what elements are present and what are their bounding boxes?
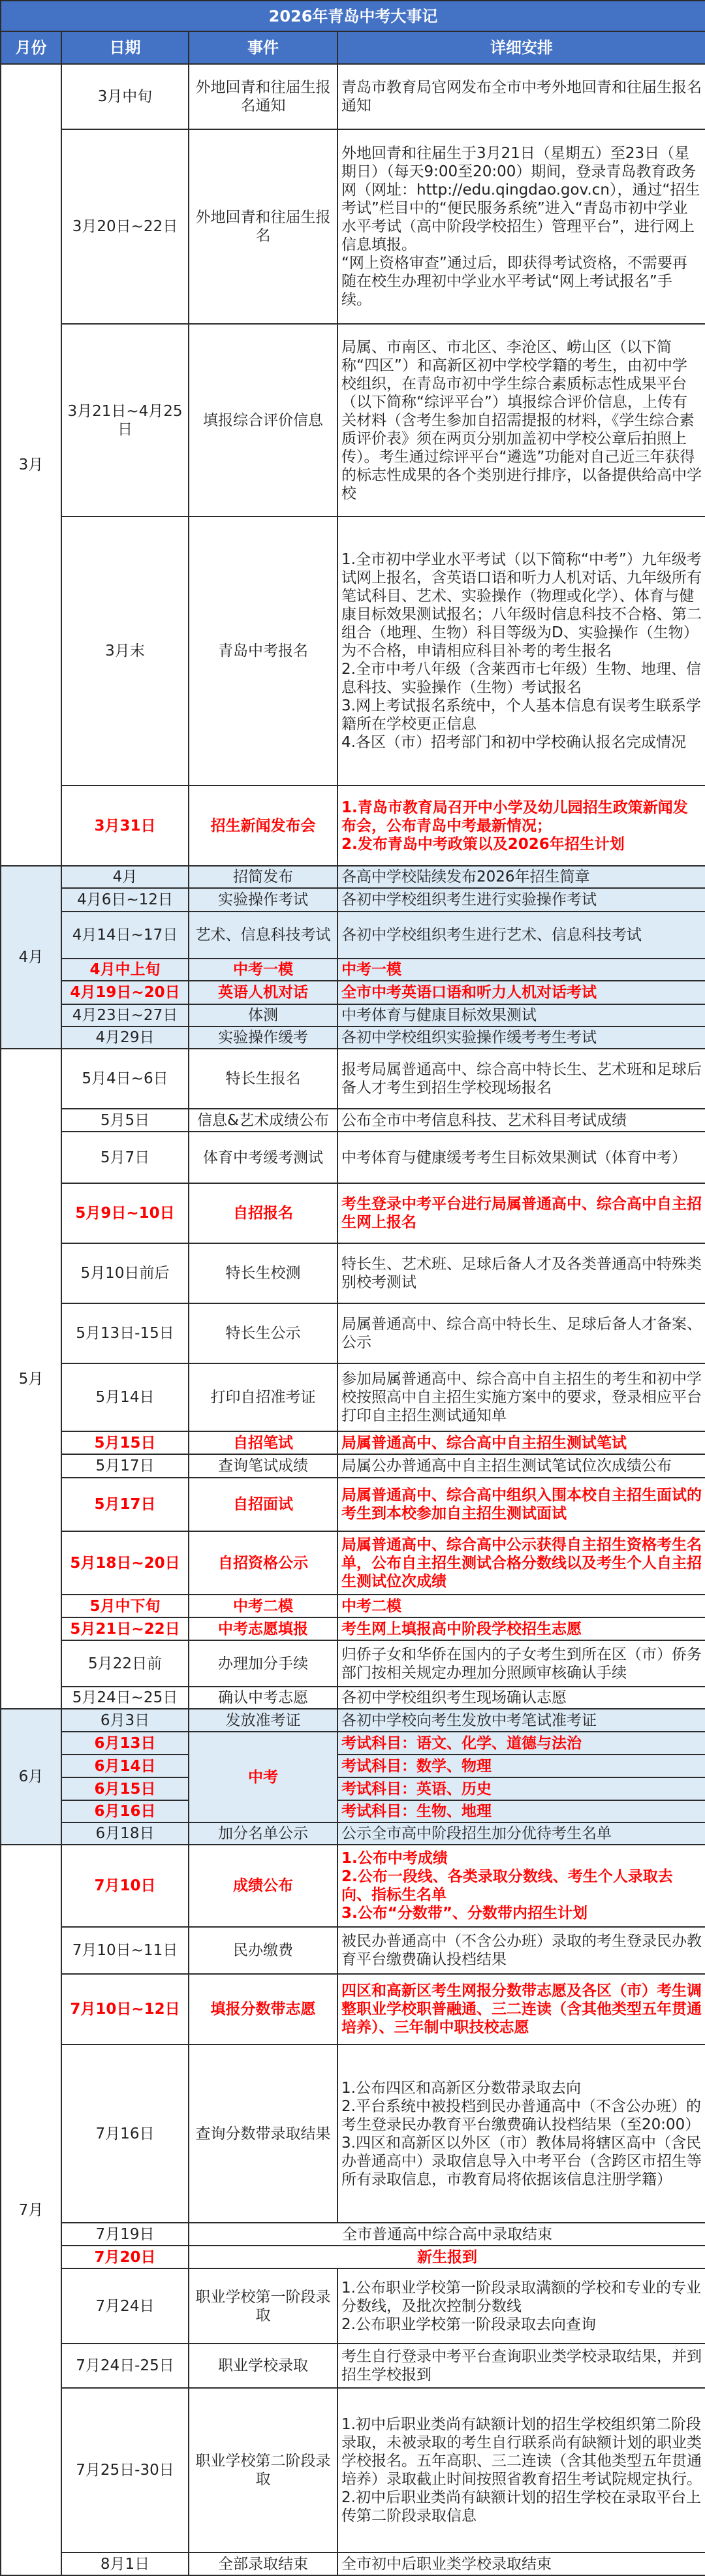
detail-line: 1.初中后职业类尚有缺额计划的招生学校组织第二阶段录取，未被录取的考生自行联系尚有缺额计划的职业类学校报名。五年高职、三二连读（含其他类型五年贯通培养）录取截止时间按照省教育招生考试院规定执行。	[341, 2416, 702, 2488]
month-cell: 3月	[1, 64, 61, 866]
detail-cell	[337, 1845, 705, 1927]
date-cell: 5月4日~6日	[61, 1049, 189, 1109]
detail-line: 外地回青和往届生于3月21日（星期五）至23日（星期日）（每天9:00至20:00）期间，登录青岛教育政务网（网址：http://edu.qingdao.gov.cn），通过“招生考试”栏目中的“便民服务系统”进入“青岛市初中学业水平考试（高中阶段学校招生）管理平台”，进行网上信息填报。	[341, 145, 700, 253]
event-cell: 加分名单公示	[189, 1822, 337, 1845]
month-cell: 4月	[1, 866, 61, 1049]
event-cell: 填报综合评价信息	[189, 324, 337, 517]
detail-line: “网上资格审查”通过后，即获得考试资格，不需要再随在校生办理初中学业水平考试“网上考试报名”手续。	[341, 255, 687, 308]
table-row	[1, 1777, 705, 1800]
detail-line: 局属、市南区、市北区、李沧区、崂山区（以下简称“四区”）和高新区初中学校学籍的考生，由初中学校组织，在青岛市初中学生综合素质标志性成果平台（以下简称“综评平台”）填报综合评价信息，上传有关材料（含考生参加自招需提报的材料，《学生综合素质评价表》须在两页分别加盖初中学校公章后拍照上传）。考生通过综评平台“遴选”功能对自己近三年获得的标志性成果的各个类别进行排序，以备提供给高中学校	[341, 338, 702, 502]
detail-line: 各初中学校组织考生进行实验操作考试	[341, 891, 597, 908]
table-row	[1, 1687, 705, 1709]
event-cell: 自招笔试	[189, 1431, 337, 1454]
event-cell: 艺术、信息科技考试	[189, 912, 337, 959]
table-row	[1, 2552, 705, 2575]
event-cell: 中考二模	[189, 1595, 337, 1617]
detail-cell	[337, 1732, 705, 1755]
detail-line: 局属普通高中、综合高中组织入围本校自主招生面试的考生到本校参加自主招生测试面试	[341, 1487, 702, 1522]
date-cell: 6月16日	[61, 1800, 189, 1822]
table-row	[1, 1243, 705, 1303]
date-cell: 7月24日	[61, 2268, 189, 2344]
date-cell: 7月19日	[61, 2223, 189, 2246]
detail-line: 4.各区（市）招考部门和初中学校确认报名完成情况	[341, 734, 686, 751]
table-row	[1, 981, 705, 1004]
detail-line: 中考体育与健康缓考考生目标效果测试（体育中考）	[341, 1149, 687, 1166]
date-cell: 7月10日	[61, 1845, 189, 1927]
event-cell: 发放准考证	[189, 1709, 337, 1732]
date-cell: 4月29日	[61, 1026, 189, 1049]
event-cell: 英语人机对话	[189, 981, 337, 1004]
table-row	[1, 1132, 705, 1183]
table-title: 2026年青岛中考大事记	[1, 1, 705, 31]
detail-cell	[189, 2223, 705, 2246]
table-row	[1, 1454, 705, 1478]
date-cell: 5月14日	[61, 1363, 189, 1431]
event-cell: 查询分数带录取结果	[189, 2044, 337, 2223]
date-cell: 5月9日~10日	[61, 1183, 189, 1243]
detail-line: 全市初中后职业类学校录取结束	[341, 2555, 552, 2573]
event-cell: 招生新闻发布会	[189, 786, 337, 866]
schedule-body	[1, 64, 705, 2575]
date-cell: 7月10日~12日	[61, 1974, 189, 2044]
event-cell: 中考志愿填报	[189, 1617, 337, 1640]
table-row	[1, 2388, 705, 2552]
table-row	[1, 324, 705, 517]
event-cell: 办理加分手续	[189, 1640, 337, 1687]
detail-cell	[337, 1183, 705, 1243]
date-cell: 7月25日-30日	[61, 2388, 189, 2552]
date-cell: 4月中上旬	[61, 959, 189, 981]
detail-cell	[337, 2344, 705, 2388]
detail-line: 局属普通高中、综合高中自主招生测试笔试	[341, 1434, 627, 1452]
event-cell: 职业学校第二阶段录取	[189, 2388, 337, 2552]
date-cell: 4月	[61, 866, 189, 888]
table-row	[1, 1927, 705, 1974]
event-cell: 打印自招准考证	[189, 1363, 337, 1431]
event-cell: 自招报名	[189, 1183, 337, 1243]
detail-line: 考试科目：语文、化学、道德与法治	[341, 1734, 582, 1752]
detail-line: 被民办普通高中（不含公办班）录取的考生登录民办教育平台缴费确认投档结果	[341, 1933, 702, 1968]
table-row	[1, 1617, 705, 1640]
detail-line: 各初中学校组织实验操作缓考考生考试	[341, 1029, 597, 1046]
month-cell: 6月	[1, 1709, 61, 1845]
detail-cell	[337, 2388, 705, 2552]
date-cell: 6月13日	[61, 1732, 189, 1755]
date-cell: 3月20日~22日	[61, 129, 189, 324]
date-cell: 6月3日	[61, 1709, 189, 1732]
detail-cell	[337, 1531, 705, 1595]
month-cell: 7月	[1, 1845, 61, 2575]
table-row	[1, 1822, 705, 1845]
detail-line: 2.发布青岛中考政策以及2026年招生计划	[341, 835, 625, 853]
detail-cell	[189, 2246, 705, 2268]
detail-line: 报考局属普通高中、综合高中特长生、艺术班和足球后备人才考生到招生学校现场报名	[341, 1061, 702, 1096]
detail-cell	[337, 1303, 705, 1363]
detail-line: 考试科目：数学、物理	[341, 1757, 492, 1775]
detail-line: 公布全市中考信息科技、艺术科目考试成绩	[341, 1111, 627, 1129]
detail-cell	[337, 1132, 705, 1183]
event-cell: 外地回青和往届生报名通知	[189, 64, 337, 129]
event-cell: 查询笔试成绩	[189, 1454, 337, 1478]
header-month: 月份	[1, 31, 61, 64]
detail-line: 四区和高新区考生网报分数带志愿及各区（市）考生调整职业学校职普融通、三二连读（含其他类型五年贯通培养）、三年制中职技校志愿	[341, 1982, 702, 2036]
date-cell: 5月18日~20日	[61, 1531, 189, 1595]
date-cell: 4月14日~17日	[61, 912, 189, 959]
detail-line: 青岛市教育局官网发布全市中考外地回青和往届生报名通知	[341, 79, 702, 114]
event-cell: 特长生公示	[189, 1303, 337, 1363]
detail-line: 1.公布中考成绩	[341, 1850, 448, 1867]
detail-cell	[337, 324, 705, 517]
table-row	[1, 2268, 705, 2344]
detail-line: 各初中学校组织考生进行艺术、信息科技考试	[341, 927, 642, 944]
date-cell: 5月5日	[61, 1109, 189, 1132]
date-cell: 3月31日	[61, 786, 189, 866]
table-row	[1, 1755, 705, 1777]
table-row	[1, 1478, 705, 1531]
table-row	[1, 1049, 705, 1109]
date-cell: 7月20日	[61, 2246, 189, 2268]
detail-cell	[337, 1454, 705, 1478]
event-cell: 全部录取结束	[189, 2552, 337, 2575]
detail-cell	[337, 1822, 705, 1845]
detail-line: 局属公办普通高中自主招生测试笔试位次成绩公布	[341, 1457, 672, 1474]
detail-cell	[337, 1431, 705, 1454]
detail-cell	[337, 1800, 705, 1822]
header-event: 事件	[189, 31, 337, 64]
table-row	[1, 1640, 705, 1687]
table-row	[1, 1709, 705, 1732]
header-detail: 详细安排	[337, 31, 705, 64]
table-row	[1, 959, 705, 981]
event-cell: 体测	[189, 1004, 337, 1026]
date-cell: 5月10日前后	[61, 1243, 189, 1303]
date-cell: 5月17日	[61, 1454, 189, 1478]
table-row	[1, 1183, 705, 1243]
date-cell: 4月19日~20日	[61, 981, 189, 1004]
table-row	[1, 2344, 705, 2388]
detail-cell	[337, 912, 705, 959]
detail-cell	[337, 1363, 705, 1431]
table-row	[1, 1595, 705, 1617]
date-cell: 3月中旬	[61, 64, 189, 129]
date-cell: 7月24日-25日	[61, 2344, 189, 2388]
event-cell: 体育中考缓考测试	[189, 1132, 337, 1183]
detail-cell	[337, 866, 705, 888]
table-row	[1, 1303, 705, 1363]
detail-line: 各初中学校向考生发放中考笔试准考证	[341, 1711, 597, 1729]
detail-cell	[337, 2552, 705, 2575]
table-row	[1, 866, 705, 888]
table-row	[1, 1845, 705, 1927]
table-row	[1, 786, 705, 866]
detail-cell	[337, 1617, 705, 1640]
event-cell: 职业学校第一阶段录取	[189, 2268, 337, 2344]
detail-line: 1.全市初中学业水平考试（以下简称“中考”）九年级考试网上报名，含英语口语和听力人机对话、九年级所有笔试科目、艺术、实验操作（物理或化学）、体育与健康目标效果测试报名；八年级时信息科技不合格、第二组合（地理、生物）科目等级为D、实验操作（生物）为不合格，申请相应科目补考的考生报名	[341, 551, 702, 660]
detail-line: 全市普通高中综合高中录取结束	[342, 2225, 553, 2243]
event-cell: 实验操作考试	[189, 888, 337, 912]
detail-line: 中考体育与健康目标效果测试	[341, 1007, 537, 1024]
detail-line: 全市中考英语口语和听力人机对话考试	[341, 984, 597, 1001]
detail-line: 2.公布一段线、各类录取分数线、考生个人录取去向、指标生名单	[341, 1868, 673, 1903]
detail-line: 3.四区和高新区以外区（市）教体局将辖区高中（含民办普通高中）录取信息导入中考平台（含跨区市招生等所有录取信息，市教育局将依据该信息注册学籍）	[341, 2134, 702, 2188]
event-cell: 特长生报名	[189, 1049, 337, 1109]
detail-line: 局属普通高中、综合高中特长生、足球后备人才备案、公示	[341, 1316, 702, 1351]
event-cell: 外地回青和往届生报名	[189, 129, 337, 324]
detail-cell	[337, 1478, 705, 1531]
date-cell: 8月1日	[61, 2552, 189, 2575]
detail-line: 2.平台系统中被投档到民办普通高中（不含公办班）的考生登录民办教育平台缴费确认投档结果（至20:00）	[341, 2097, 701, 2133]
detail-cell	[337, 517, 705, 786]
table-row	[1, 912, 705, 959]
date-cell: 7月10日~11日	[61, 1927, 189, 1974]
detail-line: 参加局属普通高中、综合高中自主招生的考生和初中学校按照高中自主招生实施方案中的要求，登录相应平台打印自主招生测试通知单	[341, 1371, 702, 1424]
table-row	[1, 517, 705, 786]
table-row	[1, 2223, 705, 2246]
detail-line: 3.网上考试报名系统中，个人基本信息有误考生联系学籍所在学校更正信息	[341, 697, 701, 733]
event-cell: 信息&艺术成绩公布	[189, 1109, 337, 1132]
event-cell: 中考一模	[189, 959, 337, 981]
detail-cell	[337, 1927, 705, 1974]
date-cell: 4月6日~12日	[61, 888, 189, 912]
detail-line: 3.公布“分数带”、分数带内招生计划	[341, 1905, 588, 1922]
detail-line: 考生自行登录中考平台查询职业类学校录取结果，并到招生学校报到	[341, 2348, 702, 2383]
event-cell: 招简发布	[189, 866, 337, 888]
detail-line: 1.公布四区和高新区分数带录取去向	[341, 2079, 581, 2097]
detail-cell	[337, 1049, 705, 1109]
detail-cell	[337, 1243, 705, 1303]
detail-line: 公示全市高中阶段招生加分优待考生名单	[341, 1825, 612, 1842]
date-cell: 5月中下旬	[61, 1595, 189, 1617]
date-cell: 5月24日~25日	[61, 1687, 189, 1709]
detail-cell	[337, 1709, 705, 1732]
table-row	[1, 1004, 705, 1026]
detail-cell	[337, 1687, 705, 1709]
table-row	[1, 1800, 705, 1822]
table-row	[1, 1732, 705, 1755]
table-row	[1, 129, 705, 324]
event-cell: 职业学校录取	[189, 2344, 337, 2388]
detail-line: 2.初中后职业类尚有缺额计划的招生学校在录取平台上传第二阶段录取信息	[341, 2489, 701, 2524]
table-row	[1, 1026, 705, 1049]
date-cell: 6月18日	[61, 1822, 189, 1845]
date-cell: 6月15日	[61, 1777, 189, 1800]
detail-cell	[337, 129, 705, 324]
date-cell: 4月23日~27日	[61, 1004, 189, 1026]
detail-cell	[337, 786, 705, 866]
event-cell: 成绩公布	[189, 1845, 337, 1927]
date-cell: 5月7日	[61, 1132, 189, 1183]
detail-cell	[337, 981, 705, 1004]
detail-cell	[337, 1026, 705, 1049]
detail-line: 特长生、艺术班、足球后备人才及各类普通高中特殊类别校考测试	[341, 1256, 702, 1291]
event-cell: 自招资格公示	[189, 1531, 337, 1595]
detail-line: 新生报到	[417, 2248, 478, 2266]
detail-line: 2.全市中考八年级（含莱西市七年级）生物、地理、信息科技、实验操作（生物）考试报名	[341, 661, 701, 696]
date-cell: 5月13日-15日	[61, 1303, 189, 1363]
detail-line: 考试科目：生物、地理	[341, 1803, 492, 1820]
date-cell: 3月末	[61, 517, 189, 786]
detail-line: 归侨子女和华侨在国内的子女考生到所在区（市）侨务部门按相关规定办理加分照顾审核确认手续	[341, 1646, 702, 1681]
date-cell: 7月16日	[61, 2044, 189, 2223]
detail-cell	[337, 64, 705, 129]
detail-line: 中考一模	[341, 961, 401, 978]
date-cell: 5月17日	[61, 1478, 189, 1531]
event-cell: 特长生校测	[189, 1243, 337, 1303]
detail-cell	[337, 959, 705, 981]
detail-cell	[337, 2044, 705, 2223]
detail-line: 1.公布职业学校第一阶段录取满额的学校和专业的专业分数线，及批次控制分数线	[341, 2279, 701, 2315]
detail-line: 各初中学校组织考生现场确认志愿	[341, 1689, 567, 1706]
detail-line: 各高中学校陆续发布2026年招生简章	[341, 868, 590, 885]
table-row	[1, 1974, 705, 2044]
event-cell: 填报分数带志愿	[189, 1974, 337, 2044]
table-row	[1, 2044, 705, 2223]
detail-cell	[337, 888, 705, 912]
table-row	[1, 2246, 705, 2268]
table-row	[1, 1109, 705, 1132]
detail-cell	[337, 1109, 705, 1132]
detail-cell	[337, 1595, 705, 1617]
event-cell: 民办缴费	[189, 1927, 337, 1974]
event-cell: 青岛中考报名	[189, 517, 337, 786]
table-row	[1, 1363, 705, 1431]
detail-cell	[337, 1640, 705, 1687]
event-cell: 中考	[189, 1732, 337, 1822]
detail-line: 考生登录中考平台进行局属普通高中、综合高中自主招生网上报名	[341, 1196, 702, 1231]
date-cell: 3月21日~4月25日	[61, 324, 189, 517]
detail-line: 局属普通高中、综合高中公示获得自主招生资格考生名单，公布自主招生测试合格分数线以及考生个人自主招生测试位次成绩	[341, 1536, 702, 1590]
detail-cell	[337, 1777, 705, 1800]
detail-line: 考试科目：英语、历史	[341, 1780, 492, 1798]
event-cell: 确认中考志愿	[189, 1687, 337, 1709]
table-row	[1, 1431, 705, 1454]
detail-cell	[337, 1974, 705, 2044]
detail-line: 中考二模	[341, 1597, 401, 1615]
detail-cell	[337, 1004, 705, 1026]
detail-line: 1.青岛市教育局召开中小学及幼儿园招生政策新闻发布会，公布青岛中考最新情况；	[341, 799, 688, 835]
date-cell: 5月22日前	[61, 1640, 189, 1687]
date-cell: 5月21日~22日	[61, 1617, 189, 1640]
date-cell: 5月15日	[61, 1431, 189, 1454]
date-cell: 6月14日	[61, 1755, 189, 1777]
table-row	[1, 64, 705, 129]
table-row	[1, 1531, 705, 1595]
event-cell: 自招面试	[189, 1478, 337, 1531]
table-row	[1, 888, 705, 912]
detail-cell	[337, 2268, 705, 2344]
detail-line: 2.公布职业学校第一阶段录取去向查询	[341, 2315, 596, 2333]
month-cell: 5月	[1, 1049, 61, 1709]
header-date: 日期	[61, 31, 189, 64]
detail-cell	[337, 1755, 705, 1777]
detail-line: 考生网上填报高中阶段学校招生志愿	[341, 1620, 582, 1638]
event-cell: 实验操作缓考	[189, 1026, 337, 1049]
